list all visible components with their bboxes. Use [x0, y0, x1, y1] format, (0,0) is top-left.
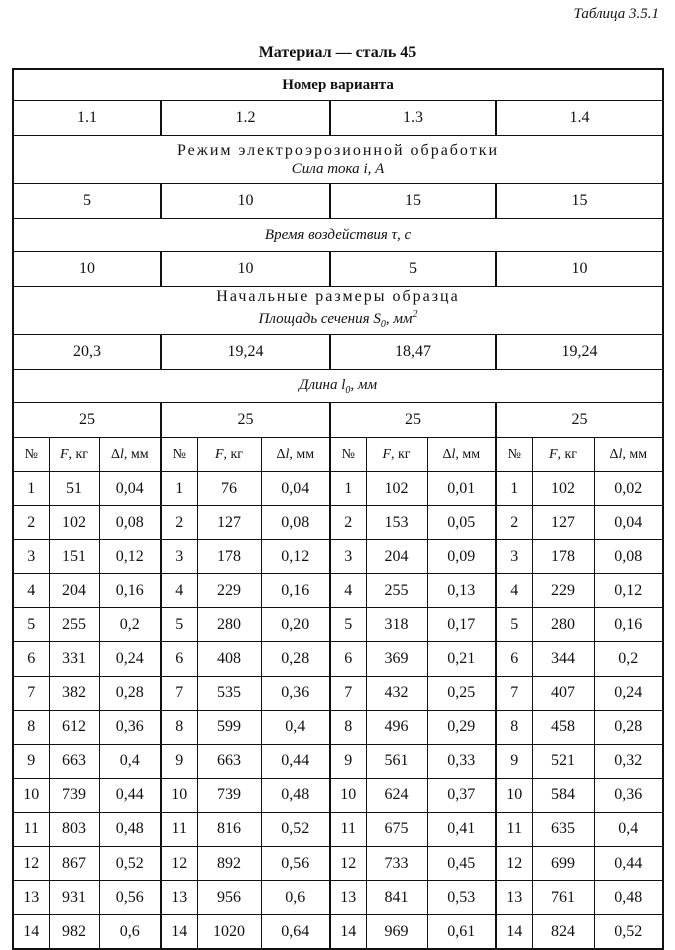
elongation-value: 0,08: [261, 506, 330, 540]
elongation-value: 0,16: [261, 574, 330, 608]
current-cell: 15: [496, 184, 663, 219]
elongation-value: 0,44: [261, 744, 330, 778]
elongation-value: 0,20: [261, 608, 330, 642]
row-number: 14: [496, 915, 532, 950]
row-number: 7: [330, 676, 366, 710]
elongation-value: 0,52: [594, 915, 663, 950]
force-value: 204: [366, 540, 427, 574]
time-cell: 10: [496, 252, 663, 287]
row-number: 14: [13, 915, 49, 950]
size-title: Начальные размеры образца: [216, 287, 460, 305]
elongation-value: 0,02: [594, 472, 663, 506]
force-value: 204: [49, 574, 99, 608]
force-value: 178: [532, 540, 594, 574]
row-number: 10: [330, 778, 366, 812]
elongation-value: 0,56: [99, 881, 161, 915]
row-number: 6: [330, 642, 366, 676]
force-value: 535: [197, 676, 261, 710]
elongation-value: 0,04: [594, 506, 663, 540]
row-number: 13: [496, 881, 532, 915]
row-number: 14: [161, 915, 197, 950]
elongation-value: 0,13: [427, 574, 496, 608]
elongation-value: 0,01: [427, 472, 496, 506]
variant-cell: 1.2: [161, 101, 330, 136]
force-value: 280: [532, 608, 594, 642]
elongation-value: 0,2: [99, 608, 161, 642]
size-header: [13, 287, 663, 335]
row-number: 7: [13, 676, 49, 710]
time-label: Время воздействия τ, с: [13, 219, 663, 252]
elongation-value: 0,29: [427, 710, 496, 744]
row-number: 4: [161, 574, 197, 608]
elongation-value: 0,24: [594, 676, 663, 710]
force-value: 127: [532, 506, 594, 540]
force-value: 867: [49, 847, 99, 881]
mode-header: [13, 136, 663, 184]
current-cell: 10: [161, 184, 330, 219]
row-number: 12: [496, 847, 532, 881]
experiment-table: [12, 68, 664, 950]
force-value: 739: [197, 778, 261, 812]
force-value: 151: [49, 540, 99, 574]
row-number: 11: [330, 812, 366, 846]
area-cell: 19,24: [161, 335, 330, 370]
force-value: 102: [532, 472, 594, 506]
row-number: 9: [330, 744, 366, 778]
force-value: 408: [197, 642, 261, 676]
elongation-value: 0,33: [427, 744, 496, 778]
elongation-value: 0,4: [594, 812, 663, 846]
force-value: 521: [532, 744, 594, 778]
col-header-elongation: Δl, мм: [594, 438, 663, 472]
row-number: 1: [13, 472, 49, 506]
elongation-value: 0,12: [594, 574, 663, 608]
force-value: 982: [49, 915, 99, 950]
elongation-value: 0,53: [427, 881, 496, 915]
elongation-value: 0,45: [427, 847, 496, 881]
table-row: [13, 540, 663, 574]
column-header-row: [13, 438, 663, 472]
length-cell: 25: [161, 403, 330, 438]
current-cell: 5: [13, 184, 161, 219]
force-value: 956: [197, 881, 261, 915]
col-header-number: №: [496, 438, 532, 472]
table-row: [13, 847, 663, 881]
elongation-value: 0,32: [594, 744, 663, 778]
table-row: [13, 915, 663, 950]
row-number: 12: [161, 847, 197, 881]
force-value: 969: [366, 915, 427, 950]
force-value: 280: [197, 608, 261, 642]
force-value: 761: [532, 881, 594, 915]
force-value: 584: [532, 778, 594, 812]
elongation-value: 0,16: [594, 608, 663, 642]
row-number: 3: [161, 540, 197, 574]
force-value: 458: [532, 710, 594, 744]
force-value: 841: [366, 881, 427, 915]
variant-cell: 1.3: [330, 101, 496, 136]
col-header-force: F, кг: [366, 438, 427, 472]
force-value: 76: [197, 472, 261, 506]
elongation-value: 0,44: [99, 778, 161, 812]
force-value: 318: [366, 608, 427, 642]
elongation-value: 0,24: [99, 642, 161, 676]
force-value: 102: [49, 506, 99, 540]
time-cell: 10: [161, 252, 330, 287]
elongation-value: 0,25: [427, 676, 496, 710]
row-number: 8: [496, 710, 532, 744]
col-header-force: F, кг: [49, 438, 99, 472]
force-value: 153: [366, 506, 427, 540]
variant-header: Номер варианта: [13, 69, 663, 101]
variant-cell: 1.4: [496, 101, 663, 136]
col-header-force: F, кг: [532, 438, 594, 472]
row-number: 2: [330, 506, 366, 540]
row-number: 4: [330, 574, 366, 608]
col-header-elongation: Δl, мм: [427, 438, 496, 472]
mode-title: Режим электроэрозионной обработки: [176, 141, 500, 159]
row-number: 12: [13, 847, 49, 881]
variant-row: [13, 101, 663, 136]
length-cell: 25: [496, 403, 663, 438]
force-value: 733: [366, 847, 427, 881]
row-number: 11: [496, 812, 532, 846]
current-cell: 15: [330, 184, 496, 219]
force-value: 331: [49, 642, 99, 676]
row-number: 10: [161, 778, 197, 812]
force-value: 1020: [197, 915, 261, 950]
row-number: 8: [13, 710, 49, 744]
force-value: 803: [49, 812, 99, 846]
force-value: 663: [197, 744, 261, 778]
row-number: 3: [330, 540, 366, 574]
row-number: 10: [13, 778, 49, 812]
force-value: 675: [366, 812, 427, 846]
elongation-value: 0,48: [594, 881, 663, 915]
current-row: [13, 184, 663, 219]
table-row: [13, 472, 663, 506]
table-number: Таблица 3.5.1: [573, 6, 659, 22]
row-number: 11: [161, 812, 197, 846]
table-row: [13, 881, 663, 915]
table-row: [13, 778, 663, 812]
elongation-value: 0,37: [427, 778, 496, 812]
force-value: 344: [532, 642, 594, 676]
row-number: 11: [13, 812, 49, 846]
row-number: 7: [496, 676, 532, 710]
row-number: 9: [161, 744, 197, 778]
row-number: 6: [161, 642, 197, 676]
elongation-value: 0,44: [594, 847, 663, 881]
table-row: [13, 642, 663, 676]
force-value: 824: [532, 915, 594, 950]
col-header-elongation: Δl, мм: [261, 438, 330, 472]
time-cell: 10: [13, 252, 161, 287]
elongation-value: 0,08: [99, 506, 161, 540]
force-value: 892: [197, 847, 261, 881]
row-number: 10: [496, 778, 532, 812]
force-value: 699: [532, 847, 594, 881]
elongation-value: 0,56: [261, 847, 330, 881]
row-number: 2: [496, 506, 532, 540]
elongation-value: 0,12: [99, 540, 161, 574]
elongation-value: 0,36: [261, 676, 330, 710]
current-label: Сила тока i, А: [291, 160, 385, 177]
elongation-value: 0,61: [427, 915, 496, 950]
elongation-value: 0,36: [99, 710, 161, 744]
elongation-value: 0,04: [99, 472, 161, 506]
row-number: 3: [496, 540, 532, 574]
row-number: 5: [161, 608, 197, 642]
force-value: 612: [49, 710, 99, 744]
row-number: 13: [161, 881, 197, 915]
row-number: 8: [161, 710, 197, 744]
table-row: [13, 574, 663, 608]
elongation-value: 0,4: [261, 710, 330, 744]
row-number: 14: [330, 915, 366, 950]
col-header-number: №: [13, 438, 49, 472]
length-row: [13, 403, 663, 438]
force-value: 255: [49, 608, 99, 642]
force-value: 229: [532, 574, 594, 608]
elongation-value: 0,48: [261, 778, 330, 812]
force-value: 599: [197, 710, 261, 744]
row-number: 5: [330, 608, 366, 642]
row-number: 4: [496, 574, 532, 608]
elongation-value: 0,48: [99, 812, 161, 846]
row-number: 13: [13, 881, 49, 915]
elongation-value: 0,6: [99, 915, 161, 950]
force-value: 255: [366, 574, 427, 608]
force-value: 931: [49, 881, 99, 915]
force-value: 561: [366, 744, 427, 778]
table-row: [13, 676, 663, 710]
elongation-value: 0,21: [427, 642, 496, 676]
length-cell: 25: [13, 403, 161, 438]
force-value: 178: [197, 540, 261, 574]
elongation-value: 0,12: [261, 540, 330, 574]
elongation-value: 0,52: [261, 812, 330, 846]
row-number: 9: [13, 744, 49, 778]
row-number: 5: [496, 608, 532, 642]
force-value: 369: [366, 642, 427, 676]
force-value: 51: [49, 472, 99, 506]
row-number: 2: [161, 506, 197, 540]
elongation-value: 0,28: [99, 676, 161, 710]
time-cell: 5: [330, 252, 496, 287]
col-header-number: №: [161, 438, 197, 472]
col-header-number: №: [330, 438, 366, 472]
elongation-value: 0,17: [427, 608, 496, 642]
area-cell: 19,24: [496, 335, 663, 370]
col-header-force: F, кг: [197, 438, 261, 472]
row-number: 1: [161, 472, 197, 506]
table-row: [13, 608, 663, 642]
table-row: [13, 744, 663, 778]
elongation-value: 0,28: [594, 710, 663, 744]
row-number: 8: [330, 710, 366, 744]
elongation-value: 0,04: [261, 472, 330, 506]
force-value: 663: [49, 744, 99, 778]
force-value: 382: [49, 676, 99, 710]
row-number: 13: [330, 881, 366, 915]
area-cell: 20,3: [13, 335, 161, 370]
force-value: 432: [366, 676, 427, 710]
variant-cell: 1.1: [13, 101, 161, 136]
row-number: 2: [13, 506, 49, 540]
elongation-value: 0,28: [261, 642, 330, 676]
force-value: 407: [532, 676, 594, 710]
row-number: 1: [330, 472, 366, 506]
elongation-value: 0,52: [99, 847, 161, 881]
elongation-value: 0,08: [594, 540, 663, 574]
row-number: 7: [161, 676, 197, 710]
area-cell: 18,47: [330, 335, 496, 370]
force-value: 635: [532, 812, 594, 846]
row-number: 6: [496, 642, 532, 676]
elongation-value: 0,6: [261, 881, 330, 915]
row-number: 4: [13, 574, 49, 608]
elongation-value: 0,4: [99, 744, 161, 778]
table-row: [13, 710, 663, 744]
force-value: 739: [49, 778, 99, 812]
area-row: [13, 335, 663, 370]
time-row: [13, 252, 663, 287]
force-value: 229: [197, 574, 261, 608]
length-label: Длина $l_0$, мм: [13, 370, 663, 403]
row-number: 6: [13, 642, 49, 676]
row-number: 1: [496, 472, 532, 506]
elongation-value: 0,2: [594, 642, 663, 676]
force-value: 102: [366, 472, 427, 506]
elongation-value: 0,16: [99, 574, 161, 608]
elongation-value: 0,05: [427, 506, 496, 540]
row-number: 9: [496, 744, 532, 778]
force-value: 624: [366, 778, 427, 812]
elongation-value: 0,64: [261, 915, 330, 950]
force-value: 127: [197, 506, 261, 540]
elongation-value: 0,09: [427, 540, 496, 574]
force-value: 816: [197, 812, 261, 846]
area-label: Площадь сечения $S_0$, $мм^2$: [258, 308, 418, 330]
length-cell: 25: [330, 403, 496, 438]
force-value: 496: [366, 710, 427, 744]
row-number: 3: [13, 540, 49, 574]
row-number: 5: [13, 608, 49, 642]
table-row: [13, 506, 663, 540]
elongation-value: 0,36: [594, 778, 663, 812]
table-caption: Материал — сталь 45: [258, 44, 417, 61]
col-header-elongation: Δl, мм: [99, 438, 161, 472]
table-row: [13, 812, 663, 846]
row-number: 12: [330, 847, 366, 881]
elongation-value: 0,41: [427, 812, 496, 846]
